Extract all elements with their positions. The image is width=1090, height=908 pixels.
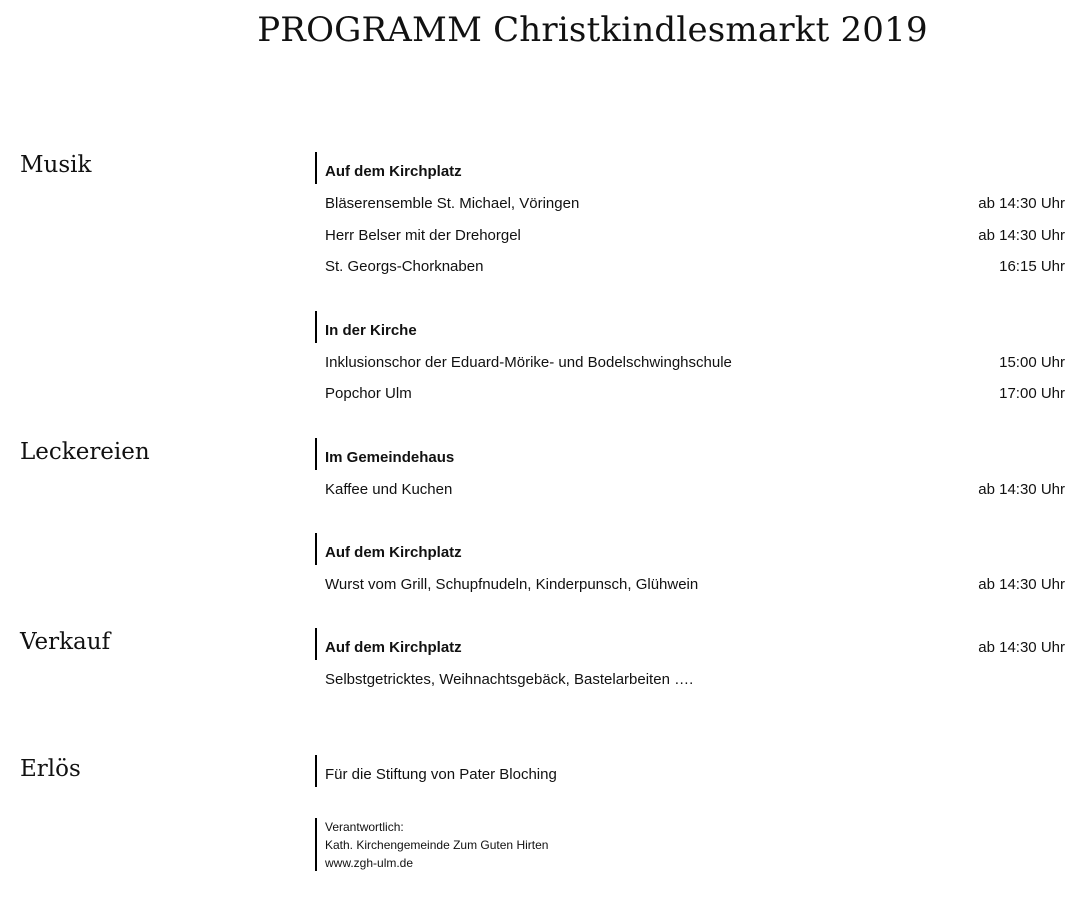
program-time: 17:00 Uhr <box>999 385 1065 402</box>
program-time: ab 14:30 Uhr <box>978 481 1065 498</box>
block-divider <box>315 311 317 343</box>
program-time: ab 14:30 Uhr <box>978 639 1065 656</box>
section-label-erloes: Erlös <box>20 756 81 782</box>
block-divider <box>315 628 317 660</box>
program-time: 15:00 Uhr <box>999 354 1065 371</box>
program-item: Selbstgetricktes, Weihnachtsgebäck, Bastelarbeiten …. <box>325 671 694 688</box>
program-item: St. Georgs-Chorknaben <box>325 258 484 275</box>
block-heading-kirchplatz: Auf dem Kirchplatz <box>325 163 462 180</box>
footer-website: www.zgh-ulm.de <box>325 856 414 870</box>
program-time: 16:15 Uhr <box>999 258 1065 275</box>
program-time: ab 14:30 Uhr <box>978 576 1065 593</box>
section-label-verkauf: Verkauf <box>20 629 111 655</box>
program-item: Wurst vom Grill, Schupfnudeln, Kinderpunsch, Glühwein <box>325 576 699 593</box>
block-divider <box>315 152 317 184</box>
program-item: Inklusionschor der Eduard-Mörike- und Bodelschwinghschule <box>325 354 732 371</box>
program-time: ab 14:30 Uhr <box>978 227 1065 244</box>
block-heading-kirche: In der Kirche <box>325 322 417 339</box>
block-heading-gemeindehaus: Im Gemeindehaus <box>325 449 455 466</box>
page-title: PROGRAMM Christkindlesmarkt 2019 <box>257 10 928 50</box>
erloes-text: Für die Stiftung von Pater Bloching <box>325 766 557 783</box>
program-item: Kaffee und Kuchen <box>325 481 453 498</box>
footer-organization: Kath. Kirchengemeinde Zum Guten Hirten <box>325 838 549 852</box>
program-time: ab 14:30 Uhr <box>978 195 1065 212</box>
block-heading-kirchplatz: Auf dem Kirchplatz <box>325 639 462 656</box>
block-divider <box>315 438 317 470</box>
footer-divider <box>315 818 317 871</box>
footer-responsible-label: Verantwortlich: <box>325 820 404 834</box>
program-item: Herr Belser mit der Drehorgel <box>325 227 521 244</box>
section-label-musik: Musik <box>20 152 92 178</box>
program-item: Popchor Ulm <box>325 385 412 402</box>
section-label-leckereien: Leckereien <box>20 439 150 465</box>
block-heading-kirchplatz: Auf dem Kirchplatz <box>325 544 462 561</box>
program-item: Bläserensemble St. Michael, Vöringen <box>325 195 580 212</box>
block-divider <box>315 755 317 787</box>
block-divider <box>315 533 317 565</box>
